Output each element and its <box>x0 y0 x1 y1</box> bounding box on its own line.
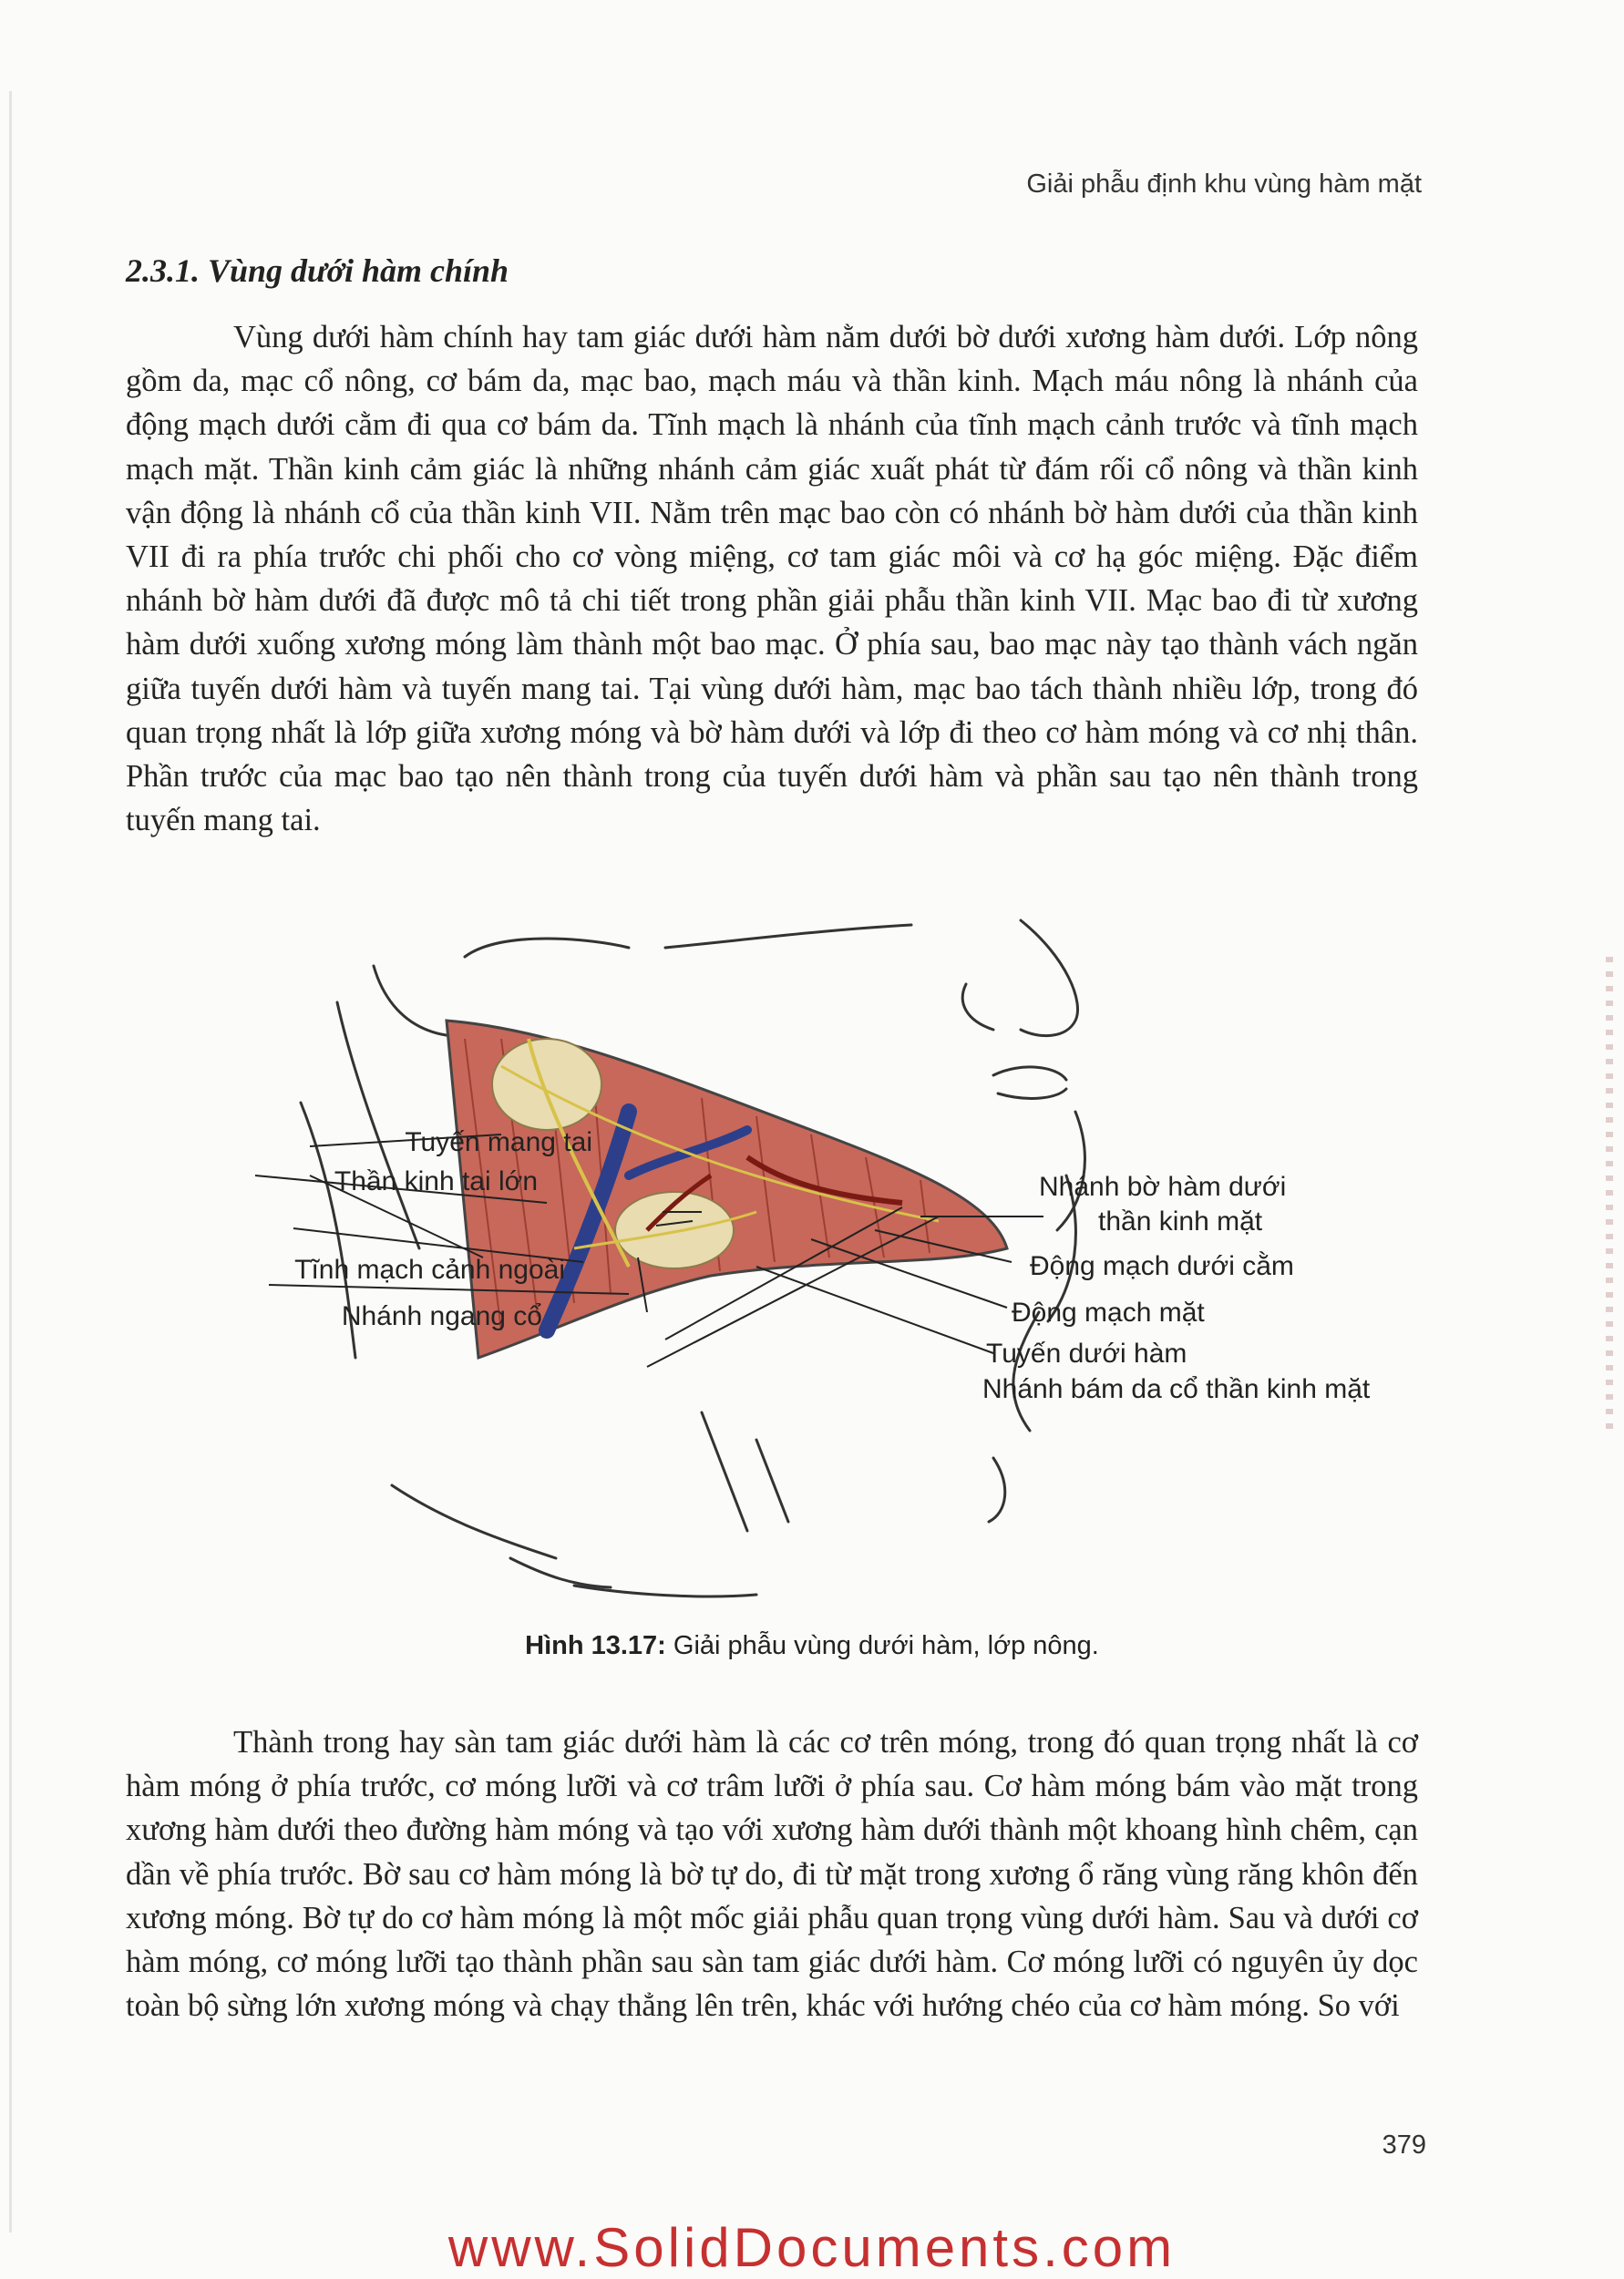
scan-edge-marks <box>1606 957 1613 1431</box>
label-submental-artery: Động mạch dưới cằm <box>1030 1251 1294 1281</box>
watermark: www.SolidDocuments.com <box>447 2217 1177 2278</box>
label-facial-nerve: thần kinh mặt <box>1098 1206 1263 1237</box>
label-external-jugular-vein: Tĩnh mạch cảnh ngoài <box>294 1255 565 1285</box>
label-submandibular-gland: Tuyến dưới hàm <box>986 1339 1187 1369</box>
section-title: 2.3.1. Vùng dưới hàm chính <box>126 252 509 289</box>
label-transverse-cervical-nerve: Nhánh ngang cổ <box>341 1301 542 1331</box>
paragraph-1: Vùng dưới hàm chính hay tam giác dưới hàm nằm dưới bờ dưới xương hàm dưới. Lớp nông gồm da, mạc cổ nông, cơ bám da, mạc bao, mạch máu và thần kinh. Mạch máu nông là nhánh của động mạch dưới cằm đi qua cơ bám da. Tĩnh mạch là nhánh của tĩnh mạch cảnh trước và tĩnh mạch mạch mặt. Thần kinh cảm giác là những nhánh cảm giác xuất phát từ đám rối cổ nông và thần kinh vận động là nhánh cổ của thần kinh VII. Nằm trên mạc bao còn có nhánh bờ hàm dưới của thần kinh VII đi ra phía trước chi phối cho cơ vòng miệng, cơ tam giác môi và cơ hạ góc miệng. Đặc điểm nhánh bờ hàm dưới đã được mô tả chi tiết trong phần giải phẫu thần kinh VII. Mạc bao đi từ xương hàm dưới xuống xương móng làm thành một bao mạc. Ở phía sau, bao mạc này tạo thành vách ngăn giữa tuyến dưới hàm và tuyến mang tai. Tại vùng dưới hàm, mạc bao tách thành nhiều lớp, trong đó quan trọng nhất là lớp giữa xương móng và bờ hàm dưới và lớp đi theo cơ hàm móng và cơ nhị thân. Phần trước của mạc bao tạo nên thành trong của tuyến dưới hàm và phần sau tạo nên thành trong tuyến mang tai. <box>126 320 1418 838</box>
caption-label: Hình 13.17: <box>525 1631 666 1660</box>
anatomy-figure <box>118 902 1440 1631</box>
running-head: Giải phẫu định khu vùng hàm mặt <box>1026 169 1422 199</box>
figure-caption <box>0 1631 1624 1661</box>
label-marginal-mandibular-nerve: Nhánh bờ hàm dưới <box>1039 1172 1287 1202</box>
label-parotid-gland: Tuyến mang tai <box>405 1127 592 1157</box>
paragraph-2: Thành trong hay sàn tam giác dưới hàm là các cơ trên móng, trong đó quan trọng nhất là cơ hàm móng ở phía trước, cơ móng lưỡi và cơ trâm lưỡi ở phía sau. Cơ hàm móng bám vào mặt trong xương hàm dưới theo đường hàm móng và tạo với xương hàm dưới thành một khoang hình chêm, cạn dần về phía trước. Bờ sau cơ hàm móng là bờ tự do, đi từ mặt trong xương ổ răng vùng răng khôn đến xương móng. Bờ tự do cơ hàm móng là một mốc giải phẫu quan trọng vùng dưới hàm. Sau và dưới cơ hàm móng, cơ móng lưỡi tạo thành phần sau sàn tam giác dưới hàm. Cơ móng lưỡi có nguyên ủy dọc toàn bộ sừng lớn xương móng và chạy thẳng lên trên, khác với hướng chéo của cơ hàm móng. So với <box>126 1725 1418 2024</box>
label-great-auricular-nerve: Thần kinh tai lớn <box>334 1166 538 1196</box>
scan-edge-line <box>9 91 12 2233</box>
label-cervical-branch-facial-nerve: Nhánh bám da cổ thần kinh mặt <box>982 1374 1371 1404</box>
page-number: 379 <box>1382 2130 1426 2160</box>
label-facial-artery: Động mạch mặt <box>1012 1298 1205 1328</box>
caption-text: Giải phẫu vùng dưới hàm, lớp nông. <box>665 1631 1099 1660</box>
